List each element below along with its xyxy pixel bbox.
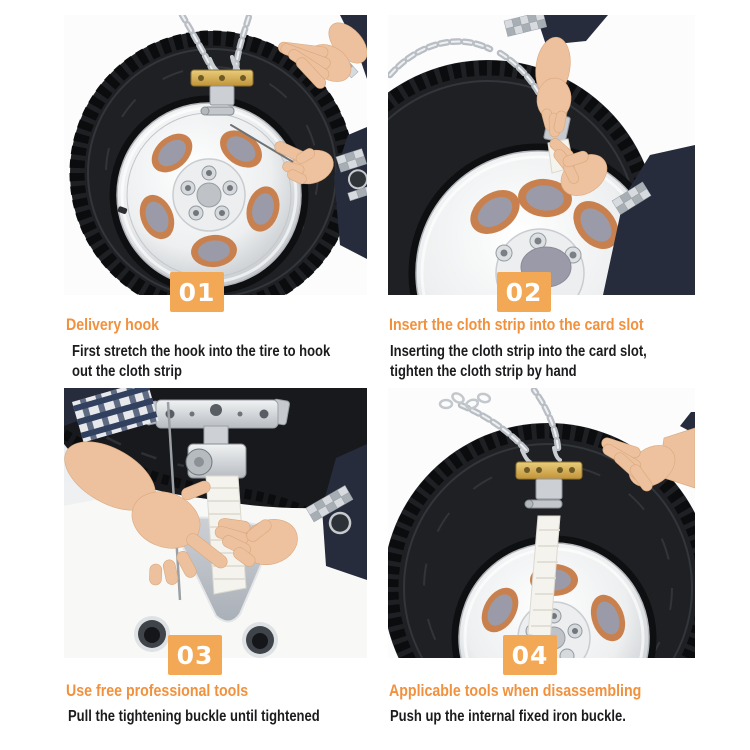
caption-line: out the cloth strip <box>72 362 182 380</box>
step4-heading: Applicable tools when disassembling <box>389 682 642 700</box>
alloy-wheel <box>113 99 305 291</box>
lug-hole <box>134 616 170 652</box>
caption-line: First stretch the hook into the tire to hook <box>72 343 331 360</box>
step4-caption <box>390 707 626 727</box>
caption-line: Push up the internal fixed iron buckle. <box>390 708 626 725</box>
caption-line: Inserting the cloth strip into the card slot, <box>390 343 647 360</box>
wheel-hub <box>173 159 245 231</box>
ratchet-buckle <box>186 444 246 478</box>
step-number: 02 <box>505 277 543 307</box>
step2-caption <box>390 342 647 381</box>
step1-heading: Delivery hook <box>66 316 160 334</box>
step3-heading: Use free professional tools <box>66 682 249 700</box>
step4-photo <box>388 388 695 658</box>
caption-line: Pull the tightening buckle until tightened <box>68 708 320 725</box>
step3-badge <box>168 635 222 675</box>
step-number: 04 <box>511 640 549 670</box>
step4-illustration <box>388 388 695 658</box>
step-number: 03 <box>176 640 214 670</box>
step2-heading: Insert the cloth strip into the card slot <box>389 316 644 334</box>
lug-hole <box>242 622 278 658</box>
step1-photo <box>64 15 367 295</box>
step2-photo <box>388 15 695 295</box>
step-number: 01 <box>178 277 216 307</box>
step3-photo <box>64 388 367 658</box>
step1-caption <box>72 342 330 381</box>
step3-caption <box>68 707 320 727</box>
step4-badge <box>503 635 557 675</box>
caption-line: tighten the cloth strip by hand <box>390 362 577 380</box>
step2-illustration <box>388 15 695 295</box>
step1-badge <box>170 272 224 312</box>
step1-illustration <box>64 15 367 295</box>
step3-illustration <box>64 388 367 658</box>
step2-badge <box>497 272 551 312</box>
